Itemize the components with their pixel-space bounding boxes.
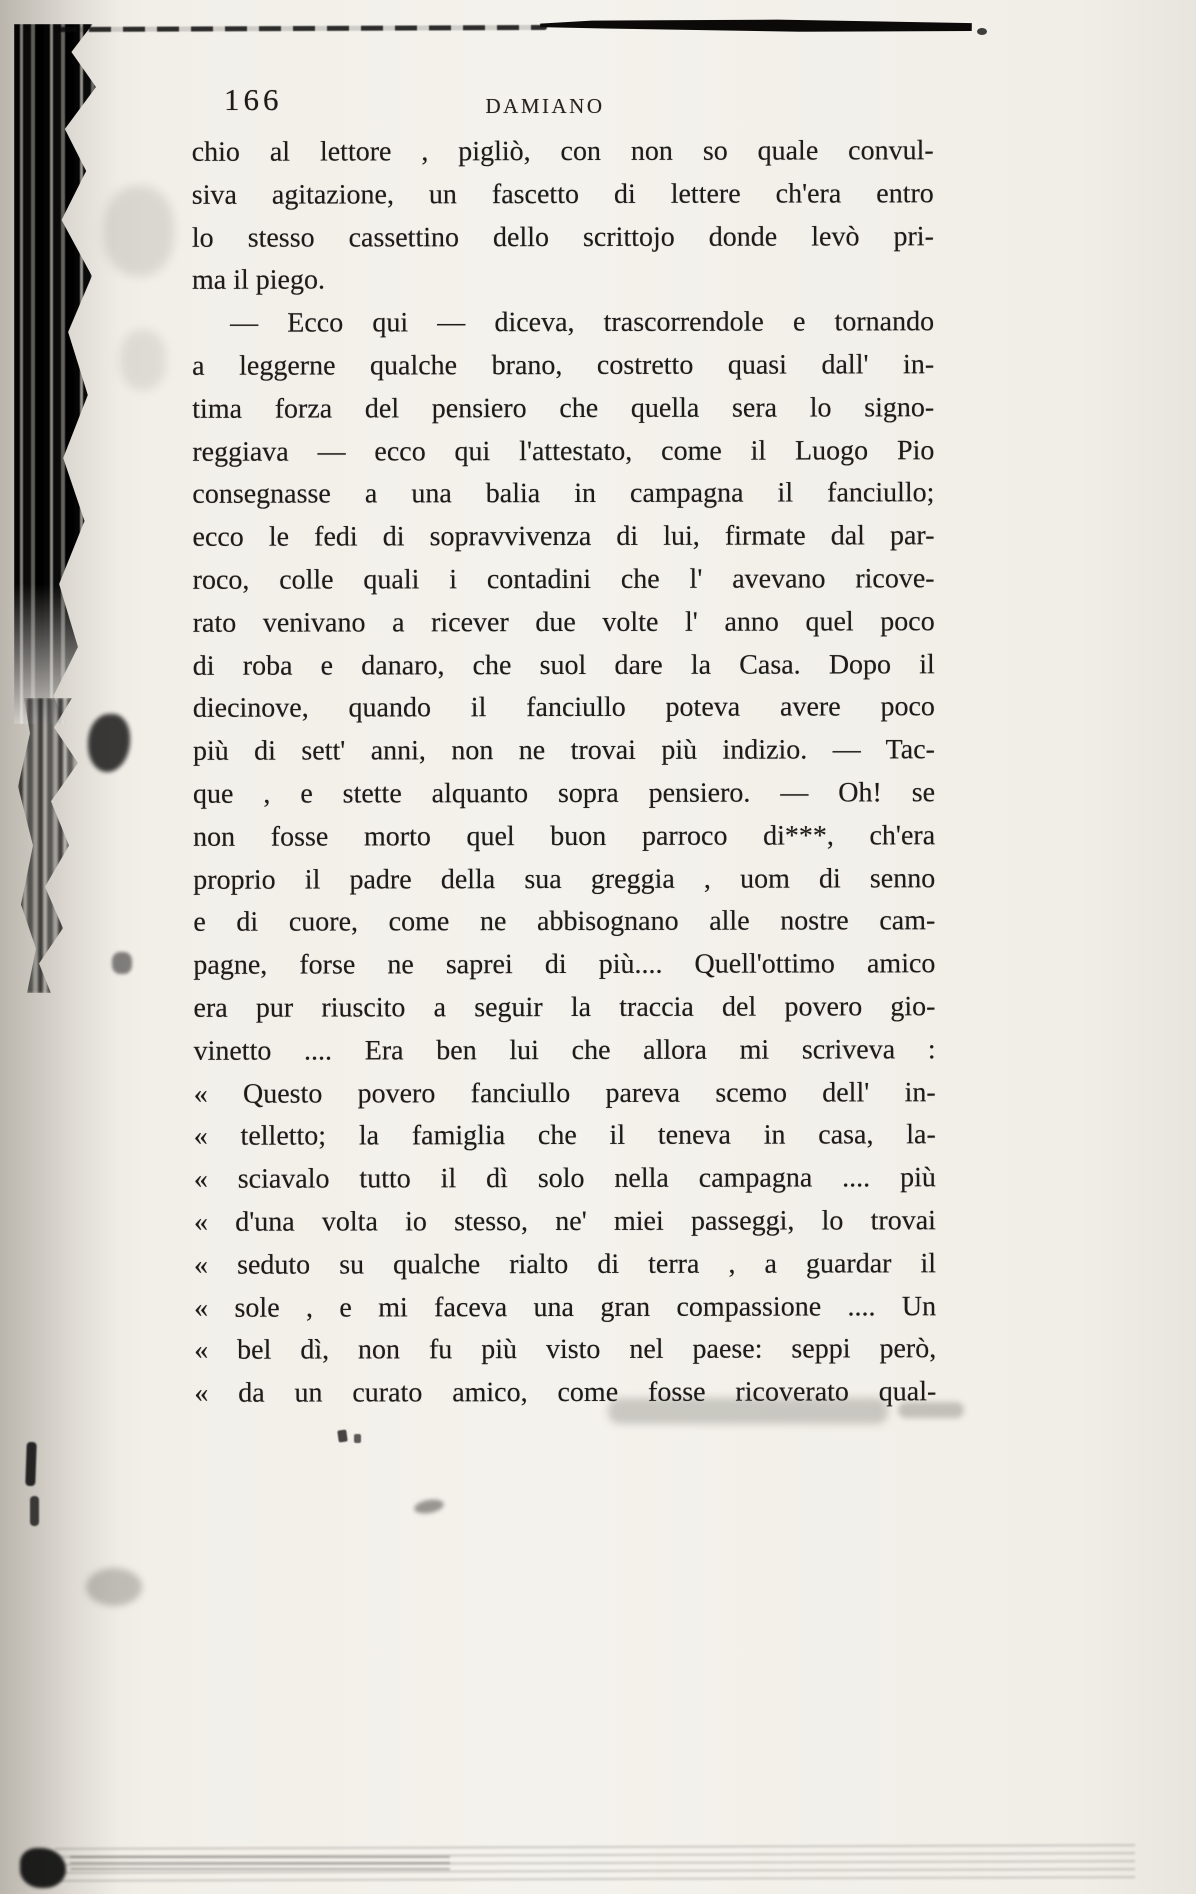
binding-ink-smudge-lower — [18, 698, 78, 993]
faint-smudge-upper-left-2 — [120, 330, 166, 390]
text-line: più di sett' anni, non ne trovai più indizio. — Tac- — [192, 734, 935, 767]
bottom-edge-streaks — [55, 1844, 1135, 1882]
ink-tick-2 — [354, 1434, 361, 1443]
text-line: vinetto .... Era ben lui che allora mi scriveva : — [193, 1033, 936, 1067]
text-line: que , e stette alquanto sopra pensiero. — Oh! se — [193, 777, 936, 810]
bottom-edge-streaks-dark — [70, 1856, 450, 1872]
top-edge-dot — [977, 28, 987, 35]
ink-speck — [112, 952, 132, 974]
text-line: roco, colle quali i contadini che l' avevano ricove- — [192, 563, 935, 596]
page-number: 166 — [224, 82, 283, 117]
text-line: pagne, forse ne saprei di più.... Quell'ottimo amico — [193, 948, 936, 981]
ink-blob — [88, 714, 130, 772]
text-line: reggiava — ecco qui l'attestato, come il Luogo Pio — [192, 434, 935, 468]
text-line: ecco le fedi di sopravvivenza di lui, firmate dal par- — [192, 520, 935, 553]
text-line: lo stesso cassettino dello scrittojo donde levò pri- — [191, 220, 934, 254]
faint-smudge-upper-left — [104, 186, 174, 276]
text-line: tima forza del pensiero che quella sera lo signo- — [192, 392, 935, 425]
left-margin-dash-2 — [30, 1496, 39, 1526]
text-line: e di cuore, come ne abbisognano alle nostre cam- — [193, 905, 936, 939]
text-line: chio al lettore , pigliò, con non so quale convul- — [191, 135, 934, 168]
body-text — [192, 130, 937, 1415]
text-line: « bel dì, non fu più visto nel paese: seppi però, — [194, 1333, 937, 1367]
top-edge-scan-line-left — [55, 25, 547, 32]
text-line: « d'una volta io stesso, ne' miei passeggi, lo trovai — [193, 1205, 936, 1238]
text-line: « da un curato amico, come fosse ricoverato qual- — [194, 1376, 937, 1409]
text-line: era pur riuscito a seguir la traccia del povero gio- — [193, 991, 936, 1024]
text-line: « sole , e mi faceva una gran compassione .... Un — [194, 1290, 937, 1324]
text-line: « sciavalo tutto il dì solo nella campagna .... più — [193, 1162, 936, 1195]
text-line: proprio il padre della sua greggia , uom di senno — [193, 862, 936, 896]
left-margin-dash — [25, 1442, 37, 1486]
text-line: ma il piego. — [191, 264, 325, 297]
ink-squiggle — [413, 1497, 445, 1515]
text-line: non fosse morto quel buon parroco di***, ch'era — [193, 819, 936, 853]
text-line: « seduto su qualche rialto di terra , a guardar il — [193, 1247, 937, 1281]
binding-ink-smudge-band — [14, 24, 96, 724]
bottom-left-ink-blot — [20, 1848, 66, 1888]
text-line: rato venivano a ricever due volte l' anno quel poco — [192, 605, 935, 639]
binding-shadow — [0, 0, 120, 1894]
top-edge-scan-line-right — [540, 16, 972, 34]
ink-tick — [337, 1429, 348, 1442]
text-line: diecinove, quando il fanciullo poteva avere poco — [192, 691, 935, 725]
text-line: di roba e danaro, che suol dare la Casa. Dopo il — [192, 648, 935, 682]
text-line: — Ecco qui — diceva, trascorrendole e tornando — [230, 306, 935, 339]
text-line: « Questo povero fanciullo pareva scemo dell' in- — [193, 1076, 936, 1110]
text-line: consegnasse a una balia in campagna il fanciullo; — [192, 477, 935, 511]
text-line: siva agitazione, un fascetto di lettere ch'era entro — [191, 178, 934, 211]
text-line: a leggerne qualche brano, costretto quasi dall' in- — [192, 349, 935, 382]
running-header: DAMIANO — [485, 94, 605, 118]
text-line: « telletto; la famiglia che il teneva in casa, la- — [193, 1119, 936, 1153]
faint-smudge-lower-left — [86, 1568, 142, 1606]
